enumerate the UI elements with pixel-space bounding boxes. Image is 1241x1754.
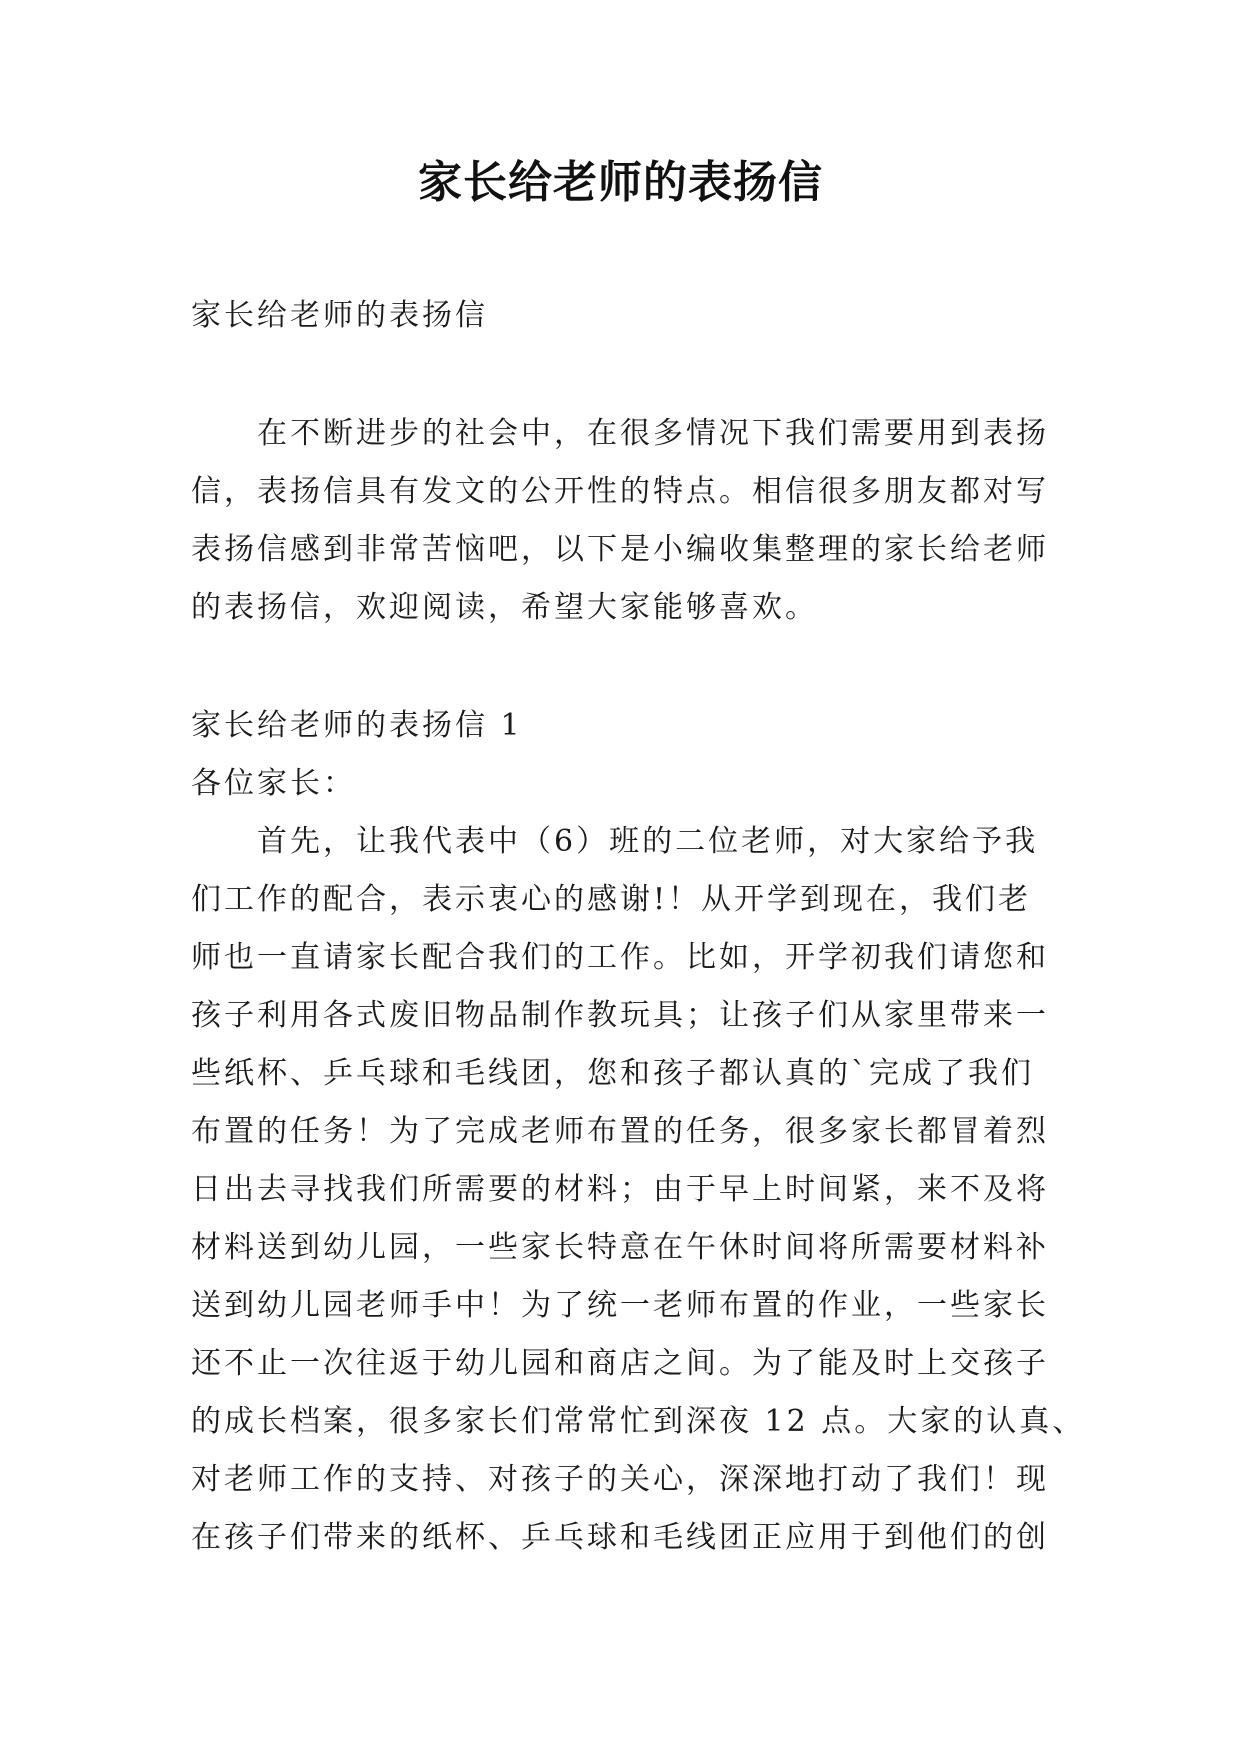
letter-line: 孩子利用各式废旧物品制作教玩具；让孩子们从家里带来一	[191, 998, 1049, 1033]
document-subtitle	[191, 287, 1071, 345]
letter-paragraph	[191, 813, 1086, 1567]
intro-line: 表扬信感到非常苦恼吧，以下是小编收集整理的家长给老师	[191, 532, 1049, 567]
letter-line: 些纸杯、乒乓球和毛线团，您和孩子都认真的`完成了我们	[191, 1056, 1034, 1091]
intro-line: 在不断进步的社会中，在很多情况下我们需要用到表扬	[257, 416, 1049, 451]
letter-line: 材料送到幼儿园，一些家长特意在午休时间将所需要材料补	[191, 1230, 1049, 1265]
letter-line: 布置的任务！为了完成老师布置的任务，很多家长都冒着烈	[191, 1114, 1049, 1149]
letter-line: 对老师工作的支持、对孩子的关心，深深地打动了我们！现	[191, 1462, 1049, 1497]
section-heading	[191, 697, 1071, 755]
section-heading-text: 家长给老师的表扬信 1	[191, 708, 523, 743]
intro-line: 的表扬信，欢迎阅读，希望大家能够喜欢。	[191, 590, 818, 625]
letter-line: 师也一直请家长配合我们的工作。比如，开学初我们请您和	[191, 940, 1049, 975]
letter-line: 的成长档案，很多家长们常常忙到深夜 12 点。大家的认真、	[191, 1404, 1086, 1439]
intro-paragraph	[191, 405, 1071, 637]
salutation	[191, 755, 1071, 813]
letter-line: 们工作的配合，表示衷心的感谢!！从开学到现在，我们老	[191, 882, 1032, 917]
letter-line: 还不止一次往返于幼儿园和商店之间。为了能及时上交孩子	[191, 1346, 1049, 1381]
document-title: 家长给老师的表扬信	[418, 157, 823, 208]
intro-line: 信，表扬信具有发文的公开性的特点。相信很多朋友都对写	[191, 474, 1049, 509]
salutation-text: 各位家长：	[191, 766, 356, 801]
letter-line: 日出去寻找我们所需要的材料；由于早上时间紧，来不及将	[191, 1172, 1049, 1207]
letter-line: 首先，让我代表中（6）班的二位老师，对大家给予我	[257, 824, 1039, 859]
subtitle-text: 家长给老师的表扬信	[191, 298, 488, 333]
letter-line: 在孩子们带来的纸杯、乒乓球和毛线团正应用于到他们的创	[191, 1520, 1049, 1555]
letter-line: 送到幼儿园老师手中！为了统一老师布置的作业，一些家长	[191, 1288, 1049, 1323]
